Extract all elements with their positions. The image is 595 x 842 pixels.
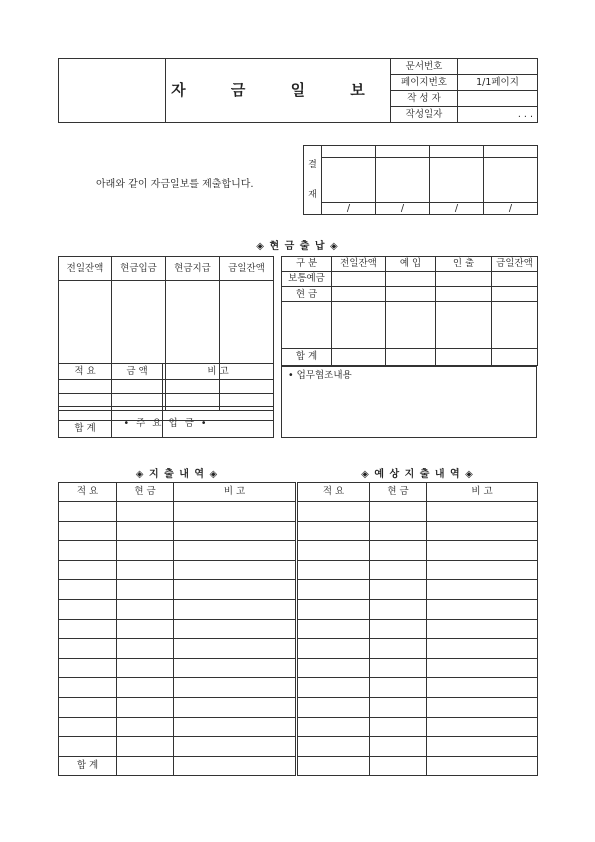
cash-right-cell[interactable] (492, 348, 538, 365)
planned-cell-summary[interactable] (297, 619, 370, 639)
planned-cell-note[interactable] (427, 502, 538, 522)
planned-cell-summary[interactable] (297, 717, 370, 737)
cash-right-cell[interactable] (492, 302, 538, 348)
expense-cell-cash[interactable] (117, 541, 174, 561)
expense-cell-note[interactable] (174, 502, 297, 522)
planned-cell-summary[interactable] (297, 599, 370, 619)
expense-cell-note[interactable] (174, 619, 297, 639)
approval-date-1[interactable]: / (322, 202, 376, 214)
expense-cell-cash[interactable] (117, 619, 174, 639)
cash-right-header-category: 구 분 (282, 257, 332, 272)
planned-cell-note[interactable] (427, 737, 538, 757)
planned-cell-cash[interactable] (370, 502, 427, 522)
expense-header-cash: 현 금 (117, 483, 174, 502)
expense-cell-note[interactable] (174, 560, 297, 580)
expense-cell-summary[interactable] (59, 541, 117, 561)
cash-section-title: ◈ 현 금 출 납 ◈ (256, 241, 339, 252)
approval-date-2[interactable]: / (376, 202, 430, 214)
expense-cell-cash[interactable] (117, 737, 174, 757)
expense-cell-summary[interactable] (59, 658, 117, 678)
document-title: 자 금 일 보 (166, 59, 391, 123)
header-blank-cell (59, 59, 166, 123)
planned-cell-cash[interactable] (370, 717, 427, 737)
expense-cell-note[interactable] (174, 697, 297, 717)
cash-right-cell[interactable] (436, 272, 492, 287)
planned-cell-cash[interactable] (370, 521, 427, 541)
submit-statement: 아래와 같이 자금일보를 제출합니다. (96, 179, 254, 190)
planned-cell-note[interactable] (427, 541, 538, 561)
expense-cell-summary[interactable] (59, 639, 117, 659)
approval-table (303, 145, 538, 215)
approval-head-2 (376, 146, 430, 158)
approval-head-1 (322, 146, 376, 158)
cash-right-header-withdraw: 인 출 (436, 257, 492, 272)
income-header-amount: 금 액 (112, 364, 163, 380)
income-total-amount[interactable] (112, 421, 163, 438)
cash-right-cell[interactable] (332, 302, 386, 348)
planned-header-summary: 적 요 (297, 483, 370, 502)
planned-cell-note[interactable] (427, 678, 538, 698)
expense-cell-note[interactable] (174, 717, 297, 737)
cash-right-header-today-balance: 금일잔액 (492, 257, 538, 272)
cash-left-header-cash-in: 현금입금 (112, 257, 166, 281)
cash-right-cell[interactable] (386, 287, 436, 302)
planned-cell-cash[interactable] (370, 697, 427, 717)
expense-cell-cash[interactable] (117, 697, 174, 717)
cash-right-total-label: 합 계 (282, 348, 332, 365)
expense-cell-note[interactable] (174, 639, 297, 659)
income-header-summary: 적 요 (59, 364, 112, 380)
expense-cell-summary[interactable] (59, 502, 117, 522)
expense-cell-summary[interactable] (59, 521, 117, 541)
expense-header-note: 비 고 (174, 483, 297, 502)
approval-head-4 (484, 146, 538, 158)
planned-cell-summary[interactable] (297, 502, 370, 522)
expense-cell-summary[interactable] (59, 737, 117, 757)
expense-cell-summary[interactable] (59, 619, 117, 639)
expense-cell-note[interactable] (174, 658, 297, 678)
income-row-cell[interactable] (163, 379, 274, 393)
meta-label-page-no: 페이지번호 (391, 75, 458, 91)
approval-sign-3[interactable] (430, 158, 484, 203)
cash-right-cell[interactable] (386, 272, 436, 287)
expense-cell-note[interactable] (174, 737, 297, 757)
expense-cell-summary[interactable] (59, 697, 117, 717)
expense-cell-cash[interactable] (117, 658, 174, 678)
cash-right-header-prev-balance: 전일잔액 (332, 257, 386, 272)
expense-header-summary: 적 요 (59, 483, 117, 502)
planned-cell-note[interactable] (427, 658, 538, 678)
planned-cell-note[interactable] (427, 560, 538, 580)
planned-cell-note[interactable] (427, 619, 538, 639)
cash-left-header-cash-out: 현금지급 (166, 257, 220, 281)
income-row-cell[interactable] (59, 379, 112, 393)
planned-cell-summary[interactable] (297, 658, 370, 678)
expense-cell-summary[interactable] (59, 717, 117, 737)
planned-cell-summary[interactable] (297, 678, 370, 698)
planned-cell-summary[interactable] (297, 541, 370, 561)
expense-cell-summary[interactable] (59, 678, 117, 698)
planned-cell-cash[interactable] (370, 658, 427, 678)
expense-cell-note[interactable] (174, 521, 297, 541)
expense-cell-cash[interactable] (117, 521, 174, 541)
cash-right-cell[interactable] (332, 272, 386, 287)
income-row-cell[interactable] (59, 393, 112, 407)
planned-cell-cash[interactable] (370, 678, 427, 698)
expense-section-title: ◈ 지 출 내 역 ◈ (135, 469, 219, 480)
cash-right-cell[interactable] (492, 287, 538, 302)
cash-right-cell[interactable] (436, 287, 492, 302)
planned-cell-note[interactable] (427, 756, 538, 776)
meta-value-date[interactable]: . . . (458, 107, 538, 123)
expense-cell-summary[interactable] (59, 599, 117, 619)
income-row-cell[interactable] (59, 407, 112, 421)
expense-cell-cash[interactable] (117, 717, 174, 737)
meta-label-author: 작 성 자 (391, 91, 458, 107)
cash-right-cell[interactable] (386, 348, 436, 365)
planned-cell-note[interactable] (427, 717, 538, 737)
meta-label-doc-no: 문서번호 (391, 59, 458, 75)
expense-cell-note[interactable] (174, 678, 297, 698)
planned-cell-cash[interactable] (370, 619, 427, 639)
income-row-cell[interactable] (112, 393, 163, 407)
meta-value-doc-no[interactable] (458, 59, 538, 75)
planned-cell-cash[interactable] (370, 639, 427, 659)
planned-cell-note[interactable] (427, 639, 538, 659)
cash-right-cell[interactable] (436, 302, 492, 348)
cash-right-cell[interactable] (332, 287, 386, 302)
cash-right-row-label: 보통예금 (282, 272, 332, 287)
income-row-cell[interactable] (112, 379, 163, 393)
planned-cell-summary[interactable] (297, 737, 370, 757)
expense-total-label: 합 계 (59, 756, 117, 776)
planned-header-cash: 현 금 (370, 483, 427, 502)
cash-right-table (281, 256, 538, 366)
meta-label-date: 작성일자 (391, 107, 458, 123)
income-row-cell[interactable] (163, 407, 274, 421)
planned-cell-summary[interactable] (297, 697, 370, 717)
approval-sign-4[interactable] (484, 158, 538, 203)
planned-cell-note[interactable] (427, 580, 538, 600)
planned-cell-note[interactable] (427, 697, 538, 717)
approval-head-3 (430, 146, 484, 158)
expense-cell-note[interactable] (174, 541, 297, 561)
planned-cell-summary[interactable] (297, 756, 370, 776)
cash-right-row-label: 현 금 (282, 287, 332, 302)
cash-right-row-label (282, 302, 332, 348)
approval-sign-2[interactable] (376, 158, 430, 203)
planned-cell-note[interactable] (427, 599, 538, 619)
income-header-note: 비 고 (163, 364, 274, 380)
cooperation-table (281, 366, 537, 438)
expense-cell-summary[interactable] (59, 560, 117, 580)
income-table (58, 363, 274, 438)
planned-cell-cash[interactable] (370, 756, 427, 776)
expense-cell-cash[interactable] (117, 599, 174, 619)
planned-cell-cash[interactable] (370, 599, 427, 619)
planned-section-title: ◈ 예 상 지 출 내 역 ◈ (361, 469, 474, 480)
planned-cell-summary[interactable] (297, 580, 370, 600)
planned-cell-note[interactable] (427, 521, 538, 541)
cooperation-box[interactable] (282, 367, 537, 438)
income-row-cell[interactable] (112, 407, 163, 421)
cash-right-cell[interactable] (436, 348, 492, 365)
planned-cell-cash[interactable] (370, 737, 427, 757)
cash-right-cell[interactable] (492, 272, 538, 287)
approval-sign-1[interactable] (322, 158, 376, 203)
expense-cell-cash[interactable] (117, 580, 174, 600)
income-total-note[interactable] (163, 421, 274, 438)
expense-cell-note[interactable] (174, 580, 297, 600)
cooperation-label: • 업무협조내용 (288, 370, 352, 381)
planned-cell-cash[interactable] (370, 580, 427, 600)
expense-cell-summary[interactable] (59, 580, 117, 600)
expense-table (58, 482, 538, 776)
cash-left-header-today-balance: 금일잔액 (220, 257, 274, 281)
cash-left-header-prev-balance: 전일잔액 (59, 257, 112, 281)
planned-header-note: 비 고 (427, 483, 538, 502)
approval-date-3[interactable]: / (430, 202, 484, 214)
expense-cell-note[interactable] (174, 599, 297, 619)
planned-cell-cash[interactable] (370, 560, 427, 580)
approval-label: 결 재 (304, 146, 322, 215)
planned-cell-cash[interactable] (370, 541, 427, 561)
planned-cell-summary[interactable] (297, 521, 370, 541)
cash-right-cell[interactable] (386, 302, 436, 348)
income-total-label: 합 계 (59, 421, 112, 438)
cash-right-header-deposit: 예 입 (386, 257, 436, 272)
planned-cell-summary[interactable] (297, 560, 370, 580)
planned-cell-summary[interactable] (297, 639, 370, 659)
major-income-title: • 주 요 입 금 • (59, 410, 274, 437)
meta-value-page-no: 1/1페이지 (458, 75, 538, 91)
expense-cell-cash[interactable] (117, 502, 174, 522)
expense-cell-note[interactable] (174, 756, 297, 776)
expense-cell-cash[interactable] (117, 678, 174, 698)
expense-cell-cash[interactable] (117, 560, 174, 580)
meta-value-author[interactable] (458, 91, 538, 107)
cash-right-cell[interactable] (332, 348, 386, 365)
income-row-cell[interactable] (163, 393, 274, 407)
header-table (58, 58, 538, 123)
expense-cell-cash[interactable] (117, 756, 174, 776)
approval-date-4[interactable]: / (484, 202, 538, 214)
expense-cell-cash[interactable] (117, 639, 174, 659)
